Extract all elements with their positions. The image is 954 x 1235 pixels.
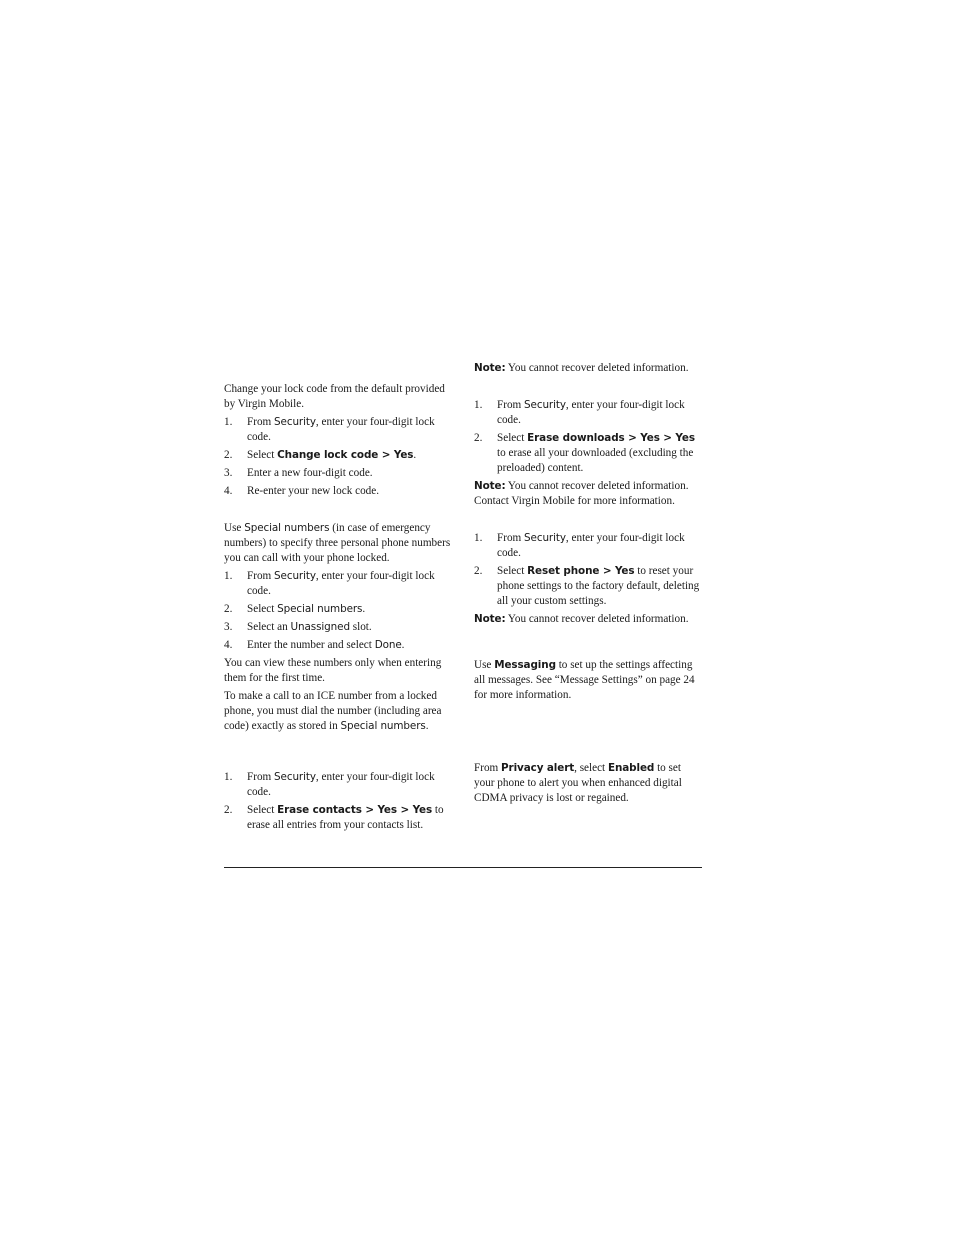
ice-call-note: To make a call to an ICE number from a locked phone, you must dial the number (including area code) exactly as stored in Special numbers. (224, 690, 442, 732)
list-item: 4. Enter the number and select Done. (224, 639, 405, 651)
right-column (474, 361, 704, 809)
footer-rule (224, 867, 702, 868)
list-item: 2. Select Change lock code > Yes. (224, 449, 417, 461)
special-numbers-intro: Use Special numbers (in case of emergency numbers) to specify three personal phone numbers you can call with your phone locked. (224, 522, 451, 564)
special-numbers-steps (224, 569, 454, 653)
privacy-paragraph: From Privacy alert, select Enabled to set your phone to alert you when enhanced digital CDMA privacy is lost or regained. (474, 762, 682, 804)
list-item: 2. Select Special numbers. (224, 603, 366, 615)
list-item: 1. From Security, enter your four-digit lock code. (224, 416, 435, 443)
erase-downloads-steps (474, 398, 704, 476)
list-item: 1. From Security, enter your four-digit lock code. (224, 771, 435, 798)
list-item: 1. From Security, enter your four-digit lock code. (474, 532, 685, 559)
list-item: 4. Re-enter your new lock code. (224, 485, 380, 497)
messaging-paragraph: Use Messaging to set up the settings affecting all messages. See “Message Settings” on page 24 for more information. (474, 659, 695, 701)
list-item: 2. Select Erase contacts > Yes > Yes to erase all entries from your contacts list. (224, 804, 444, 831)
lock-code-intro: Change your lock code from the default provided by Virgin Mobile. (224, 383, 445, 410)
note-top: Note: You cannot recover deleted information. (474, 362, 689, 374)
list-item: 1. From Security, enter your four-digit lock code. (224, 570, 435, 597)
lock-code-steps (224, 415, 454, 499)
list-item: 3. Enter a new four-digit code. (224, 467, 373, 479)
list-item: 1. From Security, enter your four-digit lock code. (474, 399, 685, 426)
reset-phone-note: Note: You cannot recover deleted information. (474, 613, 689, 625)
erase-contacts-steps (224, 770, 454, 833)
special-numbers-note: You can view these numbers only when entering them for the first time. (224, 657, 442, 684)
reset-phone-steps (474, 531, 704, 609)
left-column (224, 382, 454, 836)
list-item: 2. Select Erase downloads > Yes > Yes to erase all your downloaded (excluding the preloaded) content. (474, 432, 695, 474)
erase-downloads-note: Note: You cannot recover deleted information. Contact Virgin Mobile for more information. (474, 480, 689, 507)
list-item: 2. Select Reset phone > Yes to reset your phone settings to the factory default, deleting all your custom settings. (474, 565, 700, 607)
list-item: 3. Select an Unassigned slot. (224, 621, 372, 633)
